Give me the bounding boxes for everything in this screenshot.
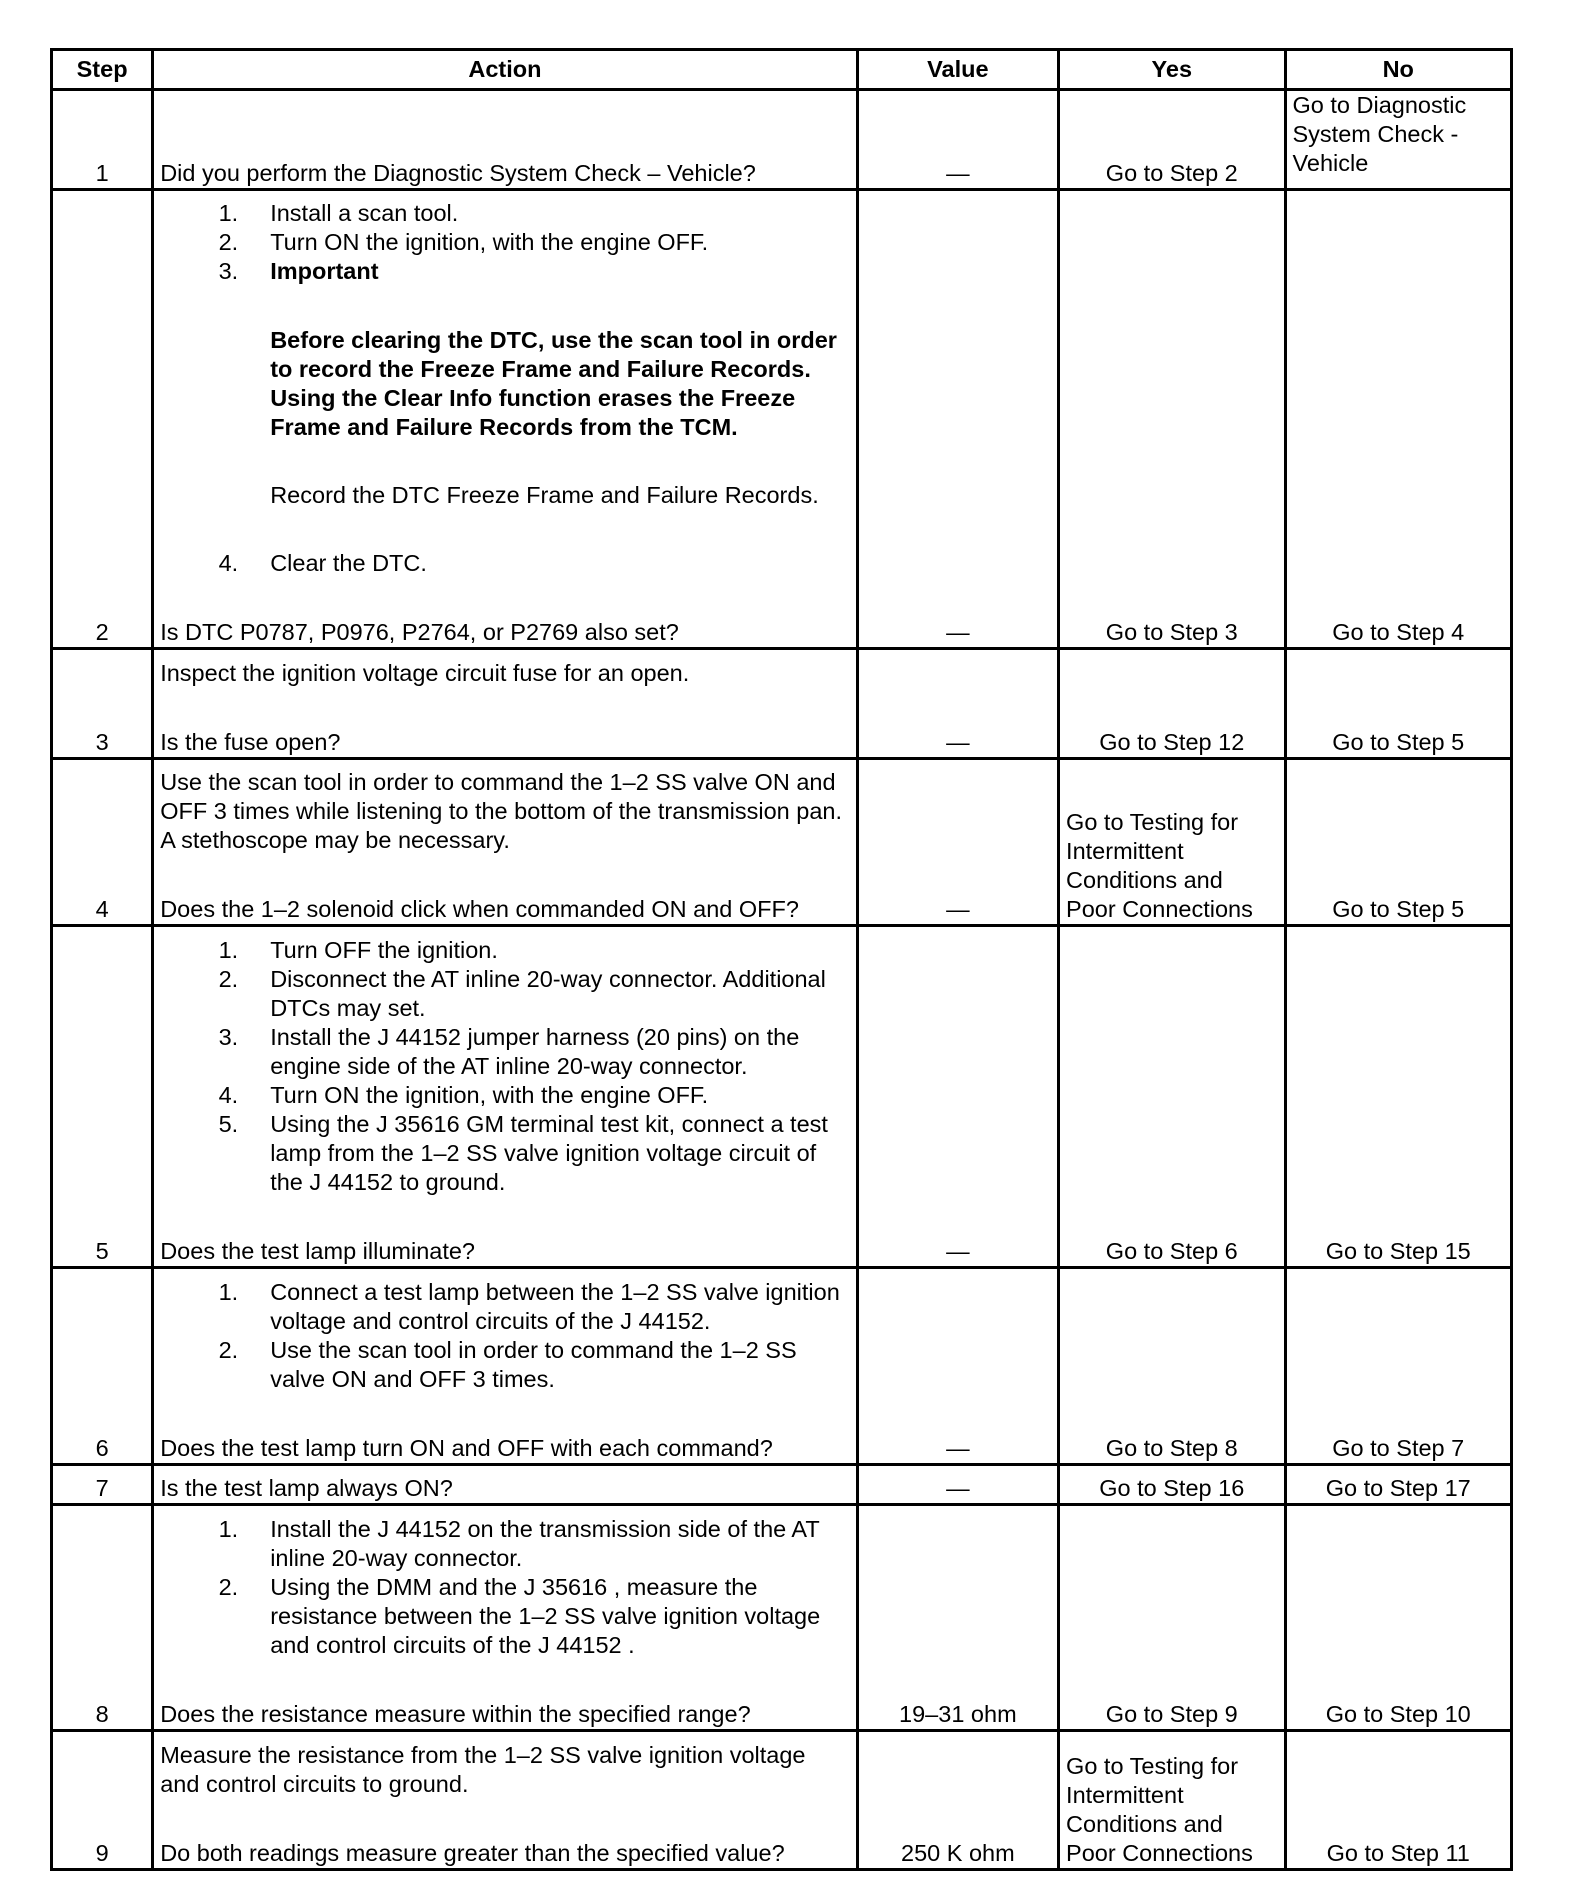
action-cell bbox=[153, 1465, 857, 1505]
item-number: 2. bbox=[218, 1337, 239, 1363]
important-label: Important bbox=[270, 258, 379, 284]
item-number: 1. bbox=[218, 1279, 239, 1305]
diagnostic-table bbox=[50, 48, 1513, 1871]
list-item bbox=[160, 1278, 849, 1336]
no-cell: Go to Diagnostic System Check - Vehicle bbox=[1285, 90, 1512, 190]
table-row bbox=[52, 1465, 1512, 1505]
action-cell bbox=[153, 649, 857, 759]
question-text: Is DTC P0787, P0976, P2764, or P2769 also set? bbox=[160, 619, 679, 645]
item-text: Turn ON the ignition, with the engine OFF. bbox=[270, 1082, 709, 1108]
item-number: 3. bbox=[218, 258, 239, 284]
step-number: 1 bbox=[52, 90, 153, 190]
item-number: 1. bbox=[218, 1516, 239, 1542]
yes-cell: Go to Testing for Intermittent Conditions and Poor Connections bbox=[1059, 759, 1285, 926]
action-cell bbox=[153, 759, 857, 926]
yes-cell: Go to Step 3 bbox=[1059, 190, 1285, 649]
yes-cell: Go to Step 8 bbox=[1059, 1268, 1285, 1465]
action-text: Inspect the ignition voltage circuit fuse for an open. bbox=[160, 660, 690, 686]
value-cell: — bbox=[857, 649, 1058, 759]
table-row bbox=[52, 649, 1512, 759]
header-value: Value bbox=[857, 50, 1058, 90]
action-cell bbox=[153, 1731, 857, 1870]
step-number: 9 bbox=[52, 1731, 153, 1870]
list-item bbox=[160, 1515, 849, 1573]
action-cell bbox=[153, 90, 857, 190]
item-number: 4. bbox=[218, 550, 239, 576]
item-text: Use the scan tool in order to command the 1–2 SS valve ON and OFF 3 times. bbox=[270, 1337, 797, 1392]
item-text: Turn OFF the ignition. bbox=[270, 937, 498, 963]
no-cell: Go to Step 15 bbox=[1285, 926, 1512, 1268]
action-cell bbox=[153, 926, 857, 1268]
no-cell: Go to Step 17 bbox=[1285, 1465, 1512, 1505]
step-number: 8 bbox=[52, 1505, 153, 1731]
table-row bbox=[52, 1268, 1512, 1465]
header-no: No bbox=[1285, 50, 1512, 90]
value-cell: — bbox=[857, 90, 1058, 190]
item-text: Install a scan tool. bbox=[270, 200, 459, 226]
no-cell: Go to Step 11 bbox=[1285, 1731, 1512, 1870]
question-text: Does the 1–2 solenoid click when commanded ON and OFF? bbox=[160, 896, 799, 922]
table-row bbox=[52, 1731, 1512, 1870]
item-number: 1. bbox=[218, 200, 239, 226]
item-number: 2. bbox=[218, 966, 239, 992]
step-number: 5 bbox=[52, 926, 153, 1268]
no-cell: Go to Step 10 bbox=[1285, 1505, 1512, 1731]
table-row bbox=[52, 1505, 1512, 1731]
item-text: Disconnect the AT inline 20-way connector. Additional DTCs may set. bbox=[270, 966, 826, 1021]
table-row bbox=[52, 190, 1512, 649]
list-item bbox=[160, 199, 849, 228]
procedure-list bbox=[160, 1278, 849, 1394]
value-cell: — bbox=[857, 190, 1058, 649]
question-text: Is the fuse open? bbox=[160, 729, 341, 755]
item-text: Turn ON the ignition, with the engine OFF. bbox=[270, 229, 709, 255]
header-row bbox=[52, 50, 1512, 90]
yes-cell: Go to Testing for Intermittent Conditions and Poor Connections bbox=[1059, 1731, 1285, 1870]
question-text: Do both readings measure greater than the specified value? bbox=[160, 1840, 785, 1866]
action-cell bbox=[153, 190, 857, 649]
list-item bbox=[160, 1081, 849, 1110]
step-number: 4 bbox=[52, 759, 153, 926]
list-item bbox=[160, 965, 849, 1023]
table-row bbox=[52, 90, 1512, 190]
item-number: 2. bbox=[218, 1574, 239, 1600]
value-cell: — bbox=[857, 1268, 1058, 1465]
step-number: 7 bbox=[52, 1465, 153, 1505]
action-text: Did you perform the Diagnostic System Check – Vehicle? bbox=[160, 160, 756, 186]
item-text: Using the J 35616 GM terminal test kit, connect a test lamp from the 1–2 SS valve ignition voltage circuit of the J 44152 to ground. bbox=[270, 1111, 828, 1195]
list-item bbox=[160, 1336, 849, 1394]
list-item bbox=[160, 1573, 849, 1660]
value-cell: 250 K ohm bbox=[857, 1731, 1058, 1870]
step-number: 3 bbox=[52, 649, 153, 759]
no-cell: Go to Step 7 bbox=[1285, 1268, 1512, 1465]
header-action: Action bbox=[153, 50, 857, 90]
action-cell bbox=[153, 1505, 857, 1731]
header-yes: Yes bbox=[1059, 50, 1285, 90]
question-text: Does the test lamp illuminate? bbox=[160, 1238, 475, 1264]
value-cell: — bbox=[857, 926, 1058, 1268]
value-cell: — bbox=[857, 759, 1058, 926]
item-text: Using the DMM and the J 35616 , measure the resistance between the 1–2 SS valve ignition voltage and control circuits of the J 44152 . bbox=[270, 1574, 821, 1658]
yes-cell: Go to Step 16 bbox=[1059, 1465, 1285, 1505]
item-text: Record the DTC Freeze Frame and Failure Records. bbox=[270, 482, 819, 508]
yes-cell: Go to Step 12 bbox=[1059, 649, 1285, 759]
table-row bbox=[52, 759, 1512, 926]
no-cell: Go to Step 4 bbox=[1285, 190, 1512, 649]
value-cell: — bbox=[857, 1465, 1058, 1505]
important-note: Before clearing the DTC, use the scan tool in order to record the Freeze Frame and Failure Records. Using the Clear Info function erases the Freeze Frame and Failure Records from the TCM. bbox=[270, 327, 837, 440]
action-text: Is the test lamp always ON? bbox=[160, 1475, 453, 1501]
action-text: Measure the resistance from the 1–2 SS valve ignition voltage and control circuits to ground. bbox=[160, 1742, 806, 1797]
item-number: 3. bbox=[218, 1024, 239, 1050]
question-text: Does the resistance measure within the specified range? bbox=[160, 1701, 751, 1727]
header-step: Step bbox=[52, 50, 153, 90]
action-cell bbox=[153, 1268, 857, 1465]
item-text: Install the J 44152 on the transmission side of the AT inline 20-way connector. bbox=[270, 1516, 820, 1571]
no-cell: Go to Step 5 bbox=[1285, 649, 1512, 759]
yes-cell: Go to Step 6 bbox=[1059, 926, 1285, 1268]
step-number: 6 bbox=[52, 1268, 153, 1465]
item-text: Install the J 44152 jumper harness (20 pins) on the engine side of the AT inline 20-way connector. bbox=[270, 1024, 800, 1079]
list-item bbox=[160, 1023, 849, 1081]
list-item bbox=[160, 257, 849, 549]
item-text: Connect a test lamp between the 1–2 SS valve ignition voltage and control circuits of the J 44152. bbox=[270, 1279, 840, 1334]
no-cell: Go to Step 5 bbox=[1285, 759, 1512, 926]
item-text: Clear the DTC. bbox=[270, 550, 427, 576]
yes-cell: Go to Step 9 bbox=[1059, 1505, 1285, 1731]
procedure-list bbox=[160, 936, 849, 1197]
list-item bbox=[160, 228, 849, 257]
list-item bbox=[160, 936, 849, 965]
yes-cell: Go to Step 2 bbox=[1059, 90, 1285, 190]
procedure-list bbox=[160, 1515, 849, 1660]
item-number: 2. bbox=[218, 229, 239, 255]
item-number: 5. bbox=[218, 1111, 239, 1137]
procedure-list bbox=[160, 199, 849, 578]
list-item bbox=[160, 1110, 849, 1197]
item-number: 1. bbox=[218, 937, 239, 963]
question-text: Does the test lamp turn ON and OFF with each command? bbox=[160, 1435, 773, 1461]
step-number: 2 bbox=[52, 190, 153, 649]
list-item bbox=[160, 549, 849, 578]
item-number: 4. bbox=[218, 1082, 239, 1108]
value-cell: 19–31 ohm bbox=[857, 1505, 1058, 1731]
table-row bbox=[52, 926, 1512, 1268]
action-text: Use the scan tool in order to command the 1–2 SS valve ON and OFF 3 times while listening to the bottom of the transmission pan. A stethoscope may be necessary. bbox=[160, 769, 843, 853]
